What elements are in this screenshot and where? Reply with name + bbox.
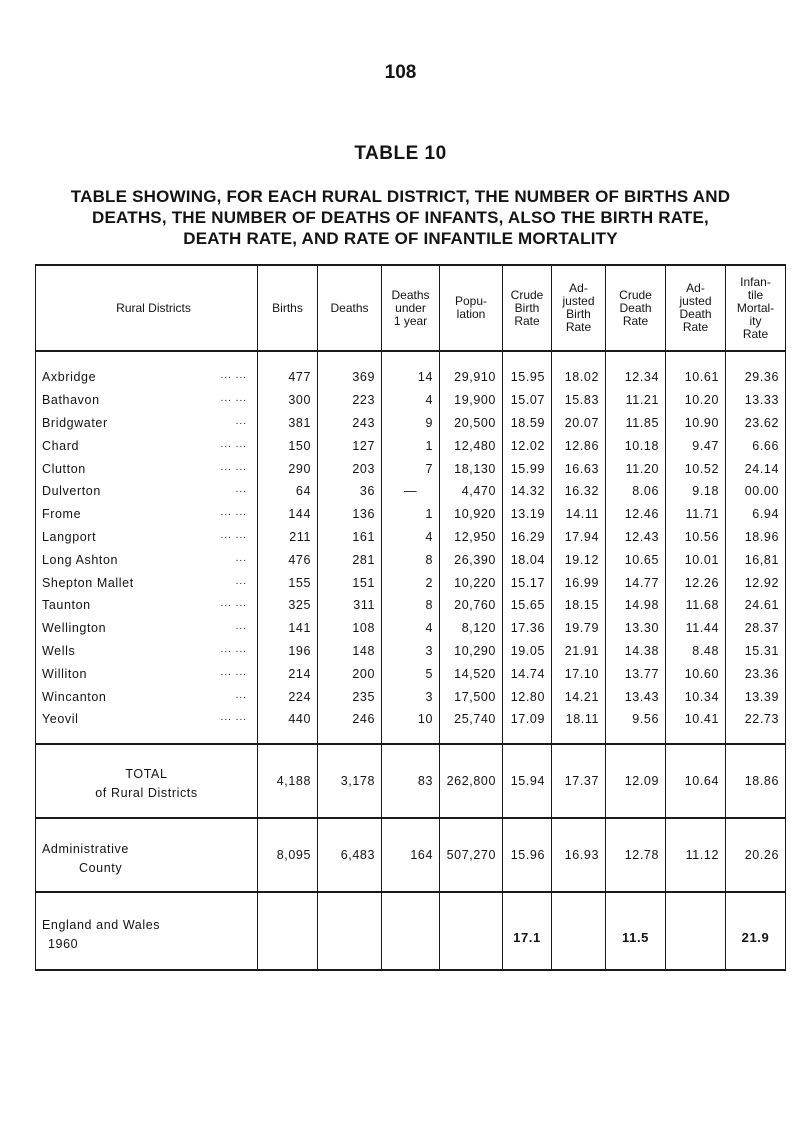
cell-crude-death: 14.98 — [606, 594, 666, 617]
cell-infant-deaths: 4 — [382, 526, 440, 549]
cell-infant-deaths: 10 — [382, 708, 440, 731]
cell-births: 476 — [258, 548, 318, 571]
district-row — [36, 617, 786, 640]
district-row — [36, 526, 786, 549]
cell-adj-birth: 14.21 — [552, 685, 606, 708]
district-name: Langport — [42, 529, 97, 544]
rural-districts-table — [35, 264, 786, 971]
cell-crude-death: 11.20 — [606, 457, 666, 480]
cell-population: 17,500 — [440, 685, 503, 708]
heading-line: DEATH RATE, AND RATE OF INFANTILE MORTALITY — [183, 229, 618, 248]
total-infant-deaths: 83 — [382, 744, 440, 818]
cell-infantile: 23.36 — [726, 662, 786, 685]
cell-deaths: 311 — [318, 594, 382, 617]
header-text: Mortal- — [736, 300, 775, 315]
empty-cell — [666, 892, 726, 970]
cell-crude-birth: 14.32 — [503, 480, 552, 503]
cell-infant-deaths: 2 — [382, 571, 440, 594]
cell-adj-birth: 16.32 — [552, 480, 606, 503]
cell-adj-death: 9.18 — [666, 480, 726, 503]
cell-adj-birth: 12.86 — [552, 434, 606, 457]
district-name-cell — [36, 617, 258, 640]
header-col-population — [440, 265, 503, 351]
district-row — [36, 389, 786, 412]
cell-population: 10,220 — [440, 571, 503, 594]
district-name-cell — [36, 594, 258, 617]
admin-deaths: 6,483 — [318, 818, 382, 892]
cell-infantile: 12.92 — [726, 571, 786, 594]
district-row — [36, 480, 786, 503]
cell-population: 12,480 — [440, 434, 503, 457]
district-row — [36, 640, 786, 663]
admin-label-line: Administrative — [42, 841, 129, 856]
cell-infantile: 28.37 — [726, 617, 786, 640]
page-number: 108 — [384, 62, 417, 83]
cell-crude-death: 13.43 — [606, 685, 666, 708]
district-name-cell — [36, 389, 258, 412]
total-row — [36, 744, 786, 818]
cell-births: 214 — [258, 662, 318, 685]
cell-infantile: 6.94 — [726, 503, 786, 526]
header-text: Rate — [682, 320, 709, 334]
header-text: Popu- — [454, 294, 488, 308]
england-wales-crude-death: 11.5 — [606, 892, 666, 970]
cell-population: 8,120 — [440, 617, 503, 640]
header-text: Rate — [514, 313, 540, 328]
cell-deaths: 151 — [318, 571, 382, 594]
cell-infant-deaths: — — [382, 480, 440, 503]
leader-dots: ... ... — [220, 370, 247, 382]
cell-crude-birth: 17.09 — [503, 708, 552, 731]
cell-adj-death: 10.52 — [666, 457, 726, 480]
cell-crude-birth: 15.99 — [503, 457, 552, 480]
cell-deaths: 281 — [318, 548, 382, 571]
cell-infant-deaths: 1 — [382, 503, 440, 526]
district-name: Wincanton — [42, 689, 107, 704]
admin-population: 507,270 — [440, 818, 503, 892]
total-crude-death: 12.09 — [606, 744, 666, 818]
cell-adj-birth: 19.79 — [552, 617, 606, 640]
cell-adj-birth: 18.02 — [552, 366, 606, 389]
district-row — [36, 685, 786, 708]
cell-infantile: 29.36 — [726, 366, 786, 389]
cell-births: 381 — [258, 412, 318, 435]
leader-dots: ... — [235, 484, 247, 496]
england-wales-infantile: 21.9 — [726, 892, 786, 970]
total-adj-death: 10.64 — [666, 744, 726, 818]
header-text: tile — [747, 287, 764, 302]
cell-infantile: 24.61 — [726, 594, 786, 617]
cell-deaths: 136 — [318, 503, 382, 526]
district-name: Chard — [42, 438, 80, 453]
cell-crude-birth: 14.74 — [503, 662, 552, 685]
district-name-cell — [36, 412, 258, 435]
total-crude-birth: 15.94 — [503, 744, 552, 818]
district-rows — [36, 366, 786, 731]
header-col-adj-death — [666, 265, 726, 351]
cell-adj-birth: 18.11 — [552, 708, 606, 731]
leader-dots: ... ... — [220, 666, 247, 678]
cell-crude-death: 12.43 — [606, 526, 666, 549]
leader-dots: ... — [235, 621, 247, 633]
leader-dots: ... ... — [220, 712, 247, 724]
total-population: 262,800 — [440, 744, 503, 818]
cell-adj-death: 10.01 — [666, 548, 726, 571]
cell-deaths: 148 — [318, 640, 382, 663]
cell-infant-deaths: 4 — [382, 617, 440, 640]
cell-infant-deaths: 5 — [382, 662, 440, 685]
header-text: justed — [562, 294, 595, 308]
header-col-births — [258, 265, 318, 351]
empty-cell — [382, 892, 440, 970]
district-name: Shepton Mallet — [42, 575, 134, 590]
district-name-cell — [36, 640, 258, 663]
spacer-row — [36, 731, 786, 744]
leader-dots: ... ... — [220, 393, 247, 405]
cell-infant-deaths: 14 — [382, 366, 440, 389]
total-deaths: 3,178 — [318, 744, 382, 818]
cell-adj-birth: 17.10 — [552, 662, 606, 685]
spacer-row — [36, 351, 786, 366]
admin-crude-death: 12.78 — [606, 818, 666, 892]
cell-adj-death: 10.34 — [666, 685, 726, 708]
cell-adj-death: 10.61 — [666, 366, 726, 389]
cell-crude-birth: 18.59 — [503, 412, 552, 435]
admin-infant-deaths: 164 — [382, 818, 440, 892]
district-row — [36, 434, 786, 457]
cell-crude-death: 14.38 — [606, 640, 666, 663]
cell-deaths: 223 — [318, 389, 382, 412]
district-name-cell — [36, 571, 258, 594]
cell-adj-death: 11.71 — [666, 503, 726, 526]
header-text: justed — [679, 294, 712, 308]
cell-deaths: 235 — [318, 685, 382, 708]
leader-dots: ... — [235, 689, 247, 701]
cell-births: 211 — [258, 526, 318, 549]
leader-dots: ... — [235, 415, 247, 427]
header-text: Rate — [622, 313, 649, 328]
district-name-cell — [36, 434, 258, 457]
district-name: Wellington — [42, 621, 107, 636]
header-col-infant-deaths — [382, 265, 440, 351]
cell-adj-birth: 16.99 — [552, 571, 606, 594]
cell-births: 290 — [258, 457, 318, 480]
header-text: Death — [619, 300, 652, 315]
cell-adj-death: 10.60 — [666, 662, 726, 685]
leader-dots: ... ... — [220, 461, 247, 473]
district-row — [36, 708, 786, 731]
header-text: Birth — [514, 300, 540, 315]
district-row — [36, 457, 786, 480]
cell-population: 25,740 — [440, 708, 503, 731]
cell-infantile: 13.33 — [726, 389, 786, 412]
england-wales-label-line: England and Wales — [42, 917, 161, 932]
district-name: Taunton — [42, 598, 91, 613]
cell-crude-birth: 12.80 — [503, 685, 552, 708]
district-name-cell — [36, 708, 258, 731]
cell-crude-death: 13.77 — [606, 662, 666, 685]
cell-infantile: 23.62 — [726, 412, 786, 435]
district-row — [36, 412, 786, 435]
table-label: TABLE 10 — [354, 143, 447, 164]
cell-infantile: 15.31 — [726, 640, 786, 663]
cell-crude-death: 8.06 — [606, 480, 666, 503]
header-text: Infan- — [740, 274, 771, 289]
cell-adj-death: 12.26 — [666, 571, 726, 594]
cell-adj-birth: 15.83 — [552, 389, 606, 412]
cell-deaths: 200 — [318, 662, 382, 685]
cell-infant-deaths: 9 — [382, 412, 440, 435]
header-row — [36, 265, 786, 351]
cell-crude-birth: 15.17 — [503, 571, 552, 594]
district-name-cell — [36, 662, 258, 685]
cell-adj-death: 11.44 — [666, 617, 726, 640]
district-name: Long Ashton — [42, 552, 119, 567]
cell-crude-death: 14.77 — [606, 571, 666, 594]
leader-dots: ... — [235, 575, 247, 587]
cell-adj-death: 10.41 — [666, 708, 726, 731]
cell-population: 26,390 — [440, 548, 503, 571]
cell-population: 4,470 — [440, 480, 503, 503]
header-text: Rural Districts — [116, 300, 191, 315]
cell-adj-birth: 21.91 — [552, 640, 606, 663]
empty-cell — [258, 892, 318, 970]
heading-line: DEATHS, THE NUMBER OF DEATHS OF INFANTS, ALSO THE BIRTH RATE, — [92, 208, 709, 227]
cell-adj-birth: 17.94 — [552, 526, 606, 549]
district-name: Williton — [42, 666, 88, 681]
cell-adj-death: 9.47 — [666, 434, 726, 457]
district-name-cell — [36, 685, 258, 708]
empty-cell — [440, 892, 503, 970]
admin-crude-birth: 15.96 — [503, 818, 552, 892]
cell-crude-death: 11.85 — [606, 412, 666, 435]
cell-births: 477 — [258, 366, 318, 389]
cell-infantile: 16,81 — [726, 548, 786, 571]
cell-infantile: 00.00 — [726, 480, 786, 503]
leader-dots: ... ... — [220, 529, 247, 541]
district-name-cell — [36, 480, 258, 503]
admin-label — [36, 818, 258, 892]
district-name-cell — [36, 526, 258, 549]
cell-crude-birth: 17.36 — [503, 617, 552, 640]
cell-infant-deaths: 3 — [382, 685, 440, 708]
cell-adj-death: 10.56 — [666, 526, 726, 549]
cell-infant-deaths: 4 — [382, 389, 440, 412]
cell-infant-deaths: 8 — [382, 594, 440, 617]
district-row — [36, 662, 786, 685]
total-label-line: TOTAL — [125, 766, 168, 781]
cell-infantile: 6.66 — [726, 434, 786, 457]
header-text: Crude — [510, 287, 544, 302]
cell-infant-deaths: 8 — [382, 548, 440, 571]
cell-population: 14,520 — [440, 662, 503, 685]
england-wales-label — [36, 892, 258, 970]
cell-adj-birth: 16.63 — [552, 457, 606, 480]
cell-crude-birth: 12.02 — [503, 434, 552, 457]
cell-crude-birth: 19.05 — [503, 640, 552, 663]
admin-adj-death: 11.12 — [666, 818, 726, 892]
england-wales-label-line: 1960 — [48, 936, 79, 951]
total-adj-birth: 17.37 — [552, 744, 606, 818]
leader-dots: ... ... — [220, 507, 247, 519]
header-text: Rate — [565, 320, 592, 334]
district-name: Bridgwater — [42, 415, 108, 430]
district-name: Frome — [42, 507, 82, 522]
cell-crude-death: 10.65 — [606, 548, 666, 571]
district-row — [36, 571, 786, 594]
header-text: under — [395, 300, 426, 315]
cell-births: 300 — [258, 389, 318, 412]
cell-deaths: 36 — [318, 480, 382, 503]
district-name-cell — [36, 457, 258, 480]
admin-infantile: 20.26 — [726, 818, 786, 892]
cell-crude-death: 13.30 — [606, 617, 666, 640]
admin-label-line: County — [79, 860, 123, 875]
cell-infantile: 22.73 — [726, 708, 786, 731]
cell-adj-birth: 20.07 — [552, 412, 606, 435]
admin-births: 8,095 — [258, 818, 318, 892]
cell-infant-deaths: 3 — [382, 640, 440, 663]
header-col-crude-death — [606, 265, 666, 351]
district-row — [36, 503, 786, 526]
cell-deaths: 203 — [318, 457, 382, 480]
header-col-infantile — [726, 265, 786, 351]
leader-dots: ... — [235, 552, 247, 564]
cell-deaths: 243 — [318, 412, 382, 435]
header-text: Rate — [742, 326, 769, 341]
total-label-line: of Rural Districts — [95, 785, 198, 800]
cell-deaths: 108 — [318, 617, 382, 640]
cell-population: 29,910 — [440, 366, 503, 389]
cell-population: 18,130 — [440, 457, 503, 480]
district-name: Clutton — [42, 461, 86, 476]
england-wales-row — [36, 892, 786, 970]
cell-births: 150 — [258, 434, 318, 457]
cell-deaths: 127 — [318, 434, 382, 457]
header-text: Deaths — [391, 287, 430, 302]
cell-infantile: 13.39 — [726, 685, 786, 708]
district-name: Dulverton — [42, 484, 101, 499]
district-name: Axbridge — [42, 370, 97, 385]
cell-infant-deaths: 1 — [382, 434, 440, 457]
heading-line: TABLE SHOWING, FOR EACH RURAL DISTRICT, THE NUMBER OF BIRTHS AND — [70, 187, 731, 206]
header-text: Ad- — [686, 281, 705, 295]
cell-deaths: 161 — [318, 526, 382, 549]
cell-births: 224 — [258, 685, 318, 708]
cell-births: 440 — [258, 708, 318, 731]
cell-crude-death: 10.18 — [606, 434, 666, 457]
district-row — [36, 594, 786, 617]
header-text: Crude — [619, 287, 652, 302]
cell-adj-birth: 19.12 — [552, 548, 606, 571]
cell-births: 141 — [258, 617, 318, 640]
district-name: Wells — [42, 643, 76, 658]
cell-crude-death: 12.46 — [606, 503, 666, 526]
header-text: Deaths — [330, 300, 369, 315]
district-name-cell — [36, 548, 258, 571]
cell-adj-birth: 18.15 — [552, 594, 606, 617]
leader-dots: ... ... — [220, 438, 247, 450]
cell-crude-death: 12.34 — [606, 366, 666, 389]
admin-adj-birth: 16.93 — [552, 818, 606, 892]
district-name: Yeovil — [42, 712, 79, 727]
cell-crude-birth: 15.95 — [503, 366, 552, 389]
district-name-cell — [36, 503, 258, 526]
cell-crude-birth: 15.65 — [503, 594, 552, 617]
cell-population: 12,950 — [440, 526, 503, 549]
header-text: Ad- — [569, 281, 588, 295]
cell-adj-death: 10.20 — [666, 389, 726, 412]
header-col-deaths — [318, 265, 382, 351]
header-col-district — [36, 265, 258, 351]
cell-infantile: 18.96 — [726, 526, 786, 549]
cell-crude-birth: 16.29 — [503, 526, 552, 549]
table-heading — [20, 186, 781, 249]
cell-crude-death: 11.21 — [606, 389, 666, 412]
empty-cell — [552, 892, 606, 970]
cell-population: 20,760 — [440, 594, 503, 617]
header-col-adj-birth — [552, 265, 606, 351]
header-text: lation — [456, 307, 486, 321]
cell-crude-death: 9.56 — [606, 708, 666, 731]
header-text: 1 year — [393, 313, 428, 328]
cell-adj-birth: 14.11 — [552, 503, 606, 526]
cell-infant-deaths: 7 — [382, 457, 440, 480]
cell-crude-birth: 18.04 — [503, 548, 552, 571]
cell-infantile: 24.14 — [726, 457, 786, 480]
cell-births: 325 — [258, 594, 318, 617]
cell-deaths: 369 — [318, 366, 382, 389]
district-name-cell — [36, 366, 258, 389]
header-text: ity — [749, 313, 762, 328]
cell-crude-birth: 15.07 — [503, 389, 552, 412]
total-infantile: 18.86 — [726, 744, 786, 818]
header-text: Births — [272, 300, 303, 315]
header-col-crude-birth — [503, 265, 552, 351]
cell-crude-birth: 13.19 — [503, 503, 552, 526]
header-text: Death — [679, 307, 712, 321]
administrative-county-row — [36, 818, 786, 892]
cell-births: 196 — [258, 640, 318, 663]
district-row — [36, 366, 786, 389]
cell-adj-death: 8.48 — [666, 640, 726, 663]
england-wales-crude-birth: 17.1 — [503, 892, 552, 970]
leader-dots: ... ... — [220, 598, 247, 610]
cell-population: 10,920 — [440, 503, 503, 526]
cell-births: 155 — [258, 571, 318, 594]
district-row — [36, 548, 786, 571]
cell-population: 19,900 — [440, 389, 503, 412]
empty-cell — [318, 892, 382, 970]
total-label — [36, 744, 258, 818]
header-text: Birth — [566, 307, 591, 321]
district-name: Bathavon — [42, 393, 100, 408]
leader-dots: ... ... — [220, 643, 247, 655]
cell-population: 20,500 — [440, 412, 503, 435]
cell-deaths: 246 — [318, 708, 382, 731]
total-births: 4,188 — [258, 744, 318, 818]
cell-adj-death: 11.68 — [666, 594, 726, 617]
cell-births: 64 — [258, 480, 318, 503]
cell-births: 144 — [258, 503, 318, 526]
cell-adj-death: 10.90 — [666, 412, 726, 435]
cell-population: 10,290 — [440, 640, 503, 663]
